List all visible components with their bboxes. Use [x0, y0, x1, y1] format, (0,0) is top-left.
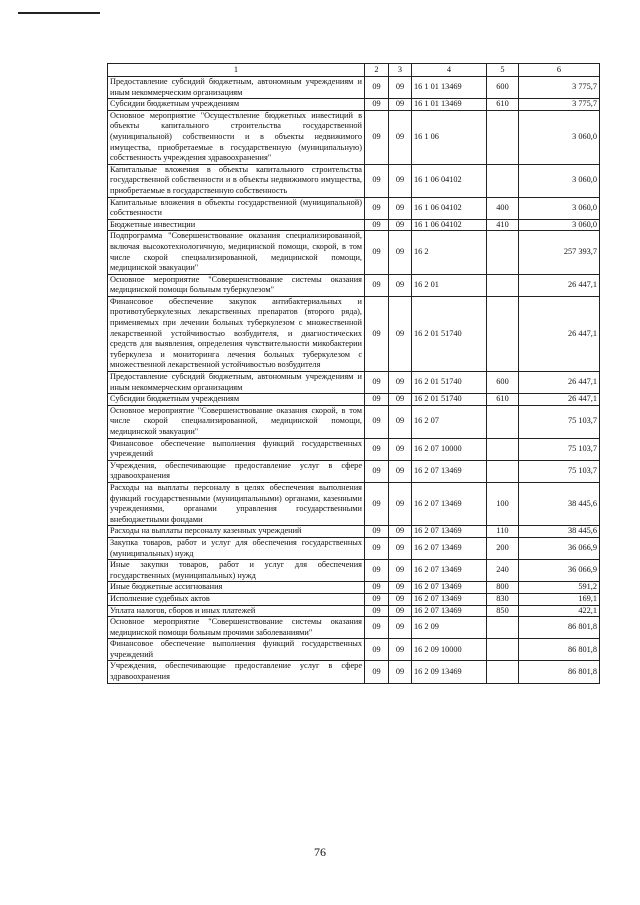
table-row [108, 99, 600, 111]
row-section: 09 [365, 482, 389, 525]
row-expense-type: 100 [487, 482, 519, 525]
row-target-code: 16 1 06 04102 [412, 219, 487, 231]
row-section: 09 [365, 99, 389, 111]
row-name: Финансовое обеспечение закупок антибактериальных и противотуберкулезных лекарственных препаратов (второго ряда), применяемых при лечении больных туберкулезом с множественной лекарственной устойчивостью возбудителя, и диагностических средств для выявления, определения чувствительности микобактерии туберкулеза и мониторинга лечения больных туберкулезом с множественной лекарственной устойчивостью возбудителя [108, 296, 365, 371]
row-subsection: 09 [389, 560, 412, 582]
table-row [108, 617, 600, 639]
row-section: 09 [365, 405, 389, 438]
row-section: 09 [365, 560, 389, 582]
row-expense-type: 110 [487, 526, 519, 538]
row-name: Учреждения, обеспечивающие предоставление услуг в сфере здравоохранения [108, 460, 365, 482]
row-section: 09 [365, 274, 389, 296]
row-subsection: 09 [389, 582, 412, 594]
row-expense-type: 850 [487, 605, 519, 617]
row-subsection: 09 [389, 605, 412, 617]
row-name: Расходы на выплаты персоналу казенных учреждений [108, 526, 365, 538]
row-target-code: 16 1 06 [412, 110, 487, 164]
row-subsection: 09 [389, 639, 412, 661]
table-row [108, 560, 600, 582]
row-name: Капитальные вложения в объекты капитального строительства государственной собственности и в объекты недвижимого имущества, приобретаемые в государственную собственность [108, 164, 365, 197]
table-row [108, 372, 600, 394]
table-row [108, 537, 600, 559]
table-row [108, 274, 600, 296]
budget-table [107, 63, 600, 684]
row-name: Предоставление субсидий бюджетным, автономным учреждениям и иным некоммерческим организациям [108, 372, 365, 394]
row-subsection: 09 [389, 296, 412, 371]
row-amount: 422,1 [519, 605, 600, 617]
row-amount: 257 393,7 [519, 231, 600, 274]
row-section: 09 [365, 438, 389, 460]
row-target-code: 16 2 09 [412, 617, 487, 639]
row-target-code: 16 2 01 51740 [412, 394, 487, 406]
row-target-code: 16 2 [412, 231, 487, 274]
row-target-code: 16 2 07 13469 [412, 605, 487, 617]
row-subsection: 09 [389, 197, 412, 219]
row-target-code: 16 2 07 13469 [412, 526, 487, 538]
row-section: 09 [365, 372, 389, 394]
table-header-row [108, 64, 600, 77]
row-section: 09 [365, 164, 389, 197]
row-section: 09 [365, 526, 389, 538]
row-target-code: 16 2 01 51740 [412, 372, 487, 394]
row-name: Иные бюджетные ассигнования [108, 582, 365, 594]
row-subsection: 09 [389, 99, 412, 111]
header-col-1: 1 [108, 64, 365, 77]
table-row [108, 582, 600, 594]
row-section: 09 [365, 582, 389, 594]
row-name: Уплата налогов, сборов и иных платежей [108, 605, 365, 617]
scan-corner-mark [18, 0, 100, 14]
row-target-code: 16 2 01 51740 [412, 296, 487, 371]
row-expense-type [487, 438, 519, 460]
table-row [108, 110, 600, 164]
row-target-code: 16 1 06 04102 [412, 164, 487, 197]
row-subsection: 09 [389, 593, 412, 605]
row-amount: 3 060,0 [519, 164, 600, 197]
row-expense-type: 830 [487, 593, 519, 605]
row-expense-type [487, 639, 519, 661]
row-name: Капитальные вложения в объекты государственной (муниципальной) собственности [108, 197, 365, 219]
row-section: 09 [365, 394, 389, 406]
row-target-code: 16 2 09 10000 [412, 639, 487, 661]
row-target-code: 16 2 07 13469 [412, 593, 487, 605]
row-expense-type [487, 460, 519, 482]
row-amount: 26 447,1 [519, 274, 600, 296]
row-expense-type [487, 274, 519, 296]
row-amount: 3 060,0 [519, 219, 600, 231]
row-expense-type [487, 231, 519, 274]
row-subsection: 09 [389, 661, 412, 683]
row-amount: 26 447,1 [519, 372, 600, 394]
table-body [108, 77, 600, 684]
header-col-3: 3 [389, 64, 412, 77]
page-number: 76 [314, 845, 326, 859]
table-row [108, 219, 600, 231]
row-section: 09 [365, 605, 389, 617]
row-target-code: 16 1 01 13469 [412, 99, 487, 111]
row-amount: 38 445,6 [519, 482, 600, 525]
row-amount: 86 801,8 [519, 639, 600, 661]
row-name: Субсидии бюджетным учреждениям [108, 99, 365, 111]
row-name: Иные закупки товаров, работ и услуг для обеспечения государственных (муниципальных) нужд [108, 560, 365, 582]
row-amount: 75 103,7 [519, 438, 600, 460]
row-name: Закупка товаров, работ и услуг для обеспечения государственных (муниципальных) нужд [108, 537, 365, 559]
row-name: Предоставление субсидий бюджетным, автономным учреждениям и иным некоммерческим организациям [108, 77, 365, 99]
row-amount: 3 775,7 [519, 99, 600, 111]
table-row [108, 231, 600, 274]
row-expense-type: 200 [487, 537, 519, 559]
row-amount: 26 447,1 [519, 394, 600, 406]
row-amount: 38 445,6 [519, 526, 600, 538]
row-amount: 26 447,1 [519, 296, 600, 371]
row-subsection: 09 [389, 372, 412, 394]
row-target-code: 16 1 06 04102 [412, 197, 487, 219]
row-target-code: 16 2 07 13469 [412, 460, 487, 482]
table-row [108, 394, 600, 406]
row-expense-type [487, 405, 519, 438]
row-target-code: 16 2 07 13469 [412, 482, 487, 525]
row-name: Основное мероприятие "Совершенствование оказания скорой, в том числе скорой специализированной, медицинской помощи, медицинской эвакуации" [108, 405, 365, 438]
row-target-code: 16 1 01 13469 [412, 77, 487, 99]
row-expense-type: 410 [487, 219, 519, 231]
row-amount: 3 060,0 [519, 110, 600, 164]
row-subsection: 09 [389, 164, 412, 197]
table-row [108, 405, 600, 438]
row-subsection: 09 [389, 274, 412, 296]
row-section: 09 [365, 537, 389, 559]
table-row [108, 605, 600, 617]
row-amount: 86 801,8 [519, 617, 600, 639]
row-subsection: 09 [389, 537, 412, 559]
row-name: Учреждения, обеспечивающие предоставление услуг в сфере здравоохранения [108, 661, 365, 683]
row-expense-type: 600 [487, 372, 519, 394]
row-name: Основное мероприятие "Осуществление бюджетных инвестиций в объекты капитального строительства государственной (муниципальной) собственности и в объекты недвижимого имущества, приобретаемые в государственную (муниципальную) собственность учреждения здравоохранения" [108, 110, 365, 164]
table-row [108, 593, 600, 605]
row-subsection: 09 [389, 617, 412, 639]
row-subsection: 09 [389, 438, 412, 460]
row-subsection: 09 [389, 460, 412, 482]
row-expense-type [487, 110, 519, 164]
row-expense-type [487, 296, 519, 371]
row-amount: 3 060,0 [519, 197, 600, 219]
row-target-code: 16 2 07 13469 [412, 537, 487, 559]
row-name: Подпрограмма "Совершенствование оказания специализированной, включая высокотехнологичную, медицинской помощи, скорой, в том числе скорой специализированной, медицинской помощи, медицинской эвакуации" [108, 231, 365, 274]
header-col-4: 4 [412, 64, 487, 77]
table-row [108, 197, 600, 219]
row-subsection: 09 [389, 77, 412, 99]
row-name: Основное мероприятие "Совершенствование системы оказания медицинской помощи больным туберкулезом" [108, 274, 365, 296]
row-section: 09 [365, 639, 389, 661]
table-row [108, 77, 600, 99]
header-col-5: 5 [487, 64, 519, 77]
row-amount: 3 775,7 [519, 77, 600, 99]
row-amount: 36 066,9 [519, 537, 600, 559]
row-amount: 86 801,8 [519, 661, 600, 683]
row-section: 09 [365, 593, 389, 605]
row-amount: 169,1 [519, 593, 600, 605]
row-name: Субсидии бюджетным учреждениям [108, 394, 365, 406]
row-expense-type [487, 617, 519, 639]
table-row [108, 296, 600, 371]
row-section: 09 [365, 231, 389, 274]
row-name: Основное мероприятие "Совершенствование системы оказания медицинской помощи больным прочими заболеваниями" [108, 617, 365, 639]
table-row [108, 438, 600, 460]
row-expense-type: 400 [487, 197, 519, 219]
header-col-6: 6 [519, 64, 600, 77]
row-section: 09 [365, 219, 389, 231]
row-subsection: 09 [389, 405, 412, 438]
row-name: Расходы на выплаты персоналу в целях обеспечения выполнения функций государственными (муниципальными) органами, казенными учреждениями, органами управления государственными внебюджетными фондами [108, 482, 365, 525]
row-expense-type: 600 [487, 77, 519, 99]
row-section: 09 [365, 110, 389, 164]
table-row [108, 639, 600, 661]
row-target-code: 16 2 01 [412, 274, 487, 296]
row-section: 09 [365, 460, 389, 482]
row-expense-type: 610 [487, 394, 519, 406]
row-section: 09 [365, 77, 389, 99]
row-section: 09 [365, 197, 389, 219]
row-amount: 591,2 [519, 582, 600, 594]
row-target-code: 16 2 07 10000 [412, 438, 487, 460]
table-row [108, 460, 600, 482]
row-expense-type [487, 164, 519, 197]
row-name: Финансовое обеспечение выполнения функций государственных учреждений [108, 438, 365, 460]
row-name: Бюджетные инвестиции [108, 219, 365, 231]
row-expense-type: 240 [487, 560, 519, 582]
row-subsection: 09 [389, 110, 412, 164]
row-amount: 75 103,7 [519, 460, 600, 482]
row-target-code: 16 2 07 13469 [412, 582, 487, 594]
row-target-code: 16 2 09 13469 [412, 661, 487, 683]
row-section: 09 [365, 617, 389, 639]
row-expense-type: 800 [487, 582, 519, 594]
table-row [108, 661, 600, 683]
row-subsection: 09 [389, 231, 412, 274]
row-target-code: 16 2 07 13469 [412, 560, 487, 582]
row-section: 09 [365, 296, 389, 371]
row-amount: 36 066,9 [519, 560, 600, 582]
row-subsection: 09 [389, 394, 412, 406]
row-expense-type: 610 [487, 99, 519, 111]
table-row [108, 482, 600, 525]
row-target-code: 16 2 07 [412, 405, 487, 438]
header-col-2: 2 [365, 64, 389, 77]
table-row [108, 164, 600, 197]
row-expense-type [487, 661, 519, 683]
row-subsection: 09 [389, 482, 412, 525]
row-amount: 75 103,7 [519, 405, 600, 438]
row-subsection: 09 [389, 219, 412, 231]
row-subsection: 09 [389, 526, 412, 538]
row-name: Исполнение судебных актов [108, 593, 365, 605]
table-row [108, 526, 600, 538]
row-section: 09 [365, 661, 389, 683]
row-name: Финансовое обеспечение выполнения функций государственных учреждений [108, 639, 365, 661]
